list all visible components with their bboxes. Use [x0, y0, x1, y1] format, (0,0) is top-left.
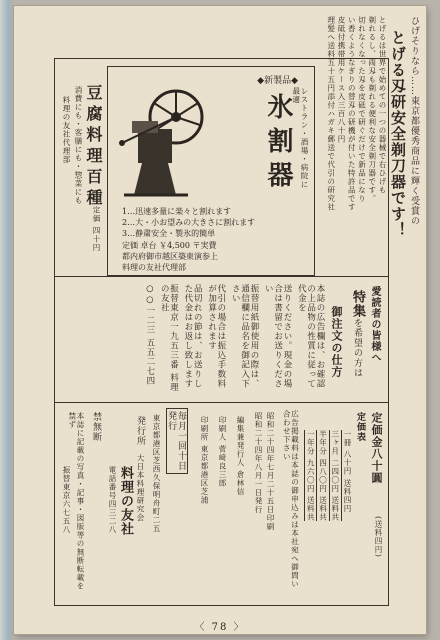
price-shipping: 送料四円 [343, 478, 352, 513]
tofu-cookbook-ad [56, 66, 104, 274]
feature-item: 3…静粛安全・製氷的簡単 [122, 228, 216, 238]
ice-crusher-features [122, 207, 308, 274]
price-column [329, 430, 340, 521]
imprint-date2: 昭和二十四年八月一日発行 [254, 412, 263, 514]
divider [54, 402, 388, 403]
feature-item: 2…大・小お望みの大きさに割れます [122, 217, 256, 227]
ice-crusher-illustration [114, 83, 214, 203]
price-amount: 四八〇円 [318, 458, 328, 493]
magazine-page [14, 6, 426, 634]
ice-crusher-address: 都内府御市越区築東演参上 [122, 252, 218, 262]
price-shipping: 送料共 [306, 495, 316, 521]
razor-ad-line: 切れなくなった刄を皮砥で研ぐだけで新品になり [357, 16, 367, 203]
notice-line: 代引の場合は振込手数料が加算されます [206, 284, 226, 389]
price-period: 一年分 [306, 430, 316, 456]
razor-ad-line: 皮砥付携帯用ケース入三百八十円 [337, 16, 346, 144]
publisher-name: 料理の友社 [118, 466, 133, 536]
copyright-text: 本誌に記載の写真・記事・図版等の無断転載を禁ず [67, 412, 85, 591]
notice-body [145, 284, 325, 396]
price-column [304, 430, 315, 521]
ice-crusher-subtitle: レストラン・酒場・病院に最適 [291, 87, 309, 189]
imprint-editor: 編集兼発行人 倉林信 [236, 416, 245, 496]
price-column [316, 430, 327, 521]
price-shipping: 送料共 [330, 495, 340, 521]
tofu-company: 料理の友社代理部 [62, 96, 71, 164]
tofu-note: 消費にも・客膳にも・惣菜にも [74, 86, 83, 205]
razor-ad-line: 剃れるし、両刄も剃れる便利な安全剃刀器です。 [367, 16, 377, 203]
imprint-date1: 昭和二十四年七月二十五日印刷 [266, 412, 275, 531]
price-amount: 二四〇円 [330, 458, 340, 493]
order-method-title: 御注文の仕方 [330, 306, 343, 378]
razor-ad-line: とげるは世界で始めての一つの器械で右ひげも [378, 16, 387, 195]
razor-ad-line: い香くようなぎりの替刄の研機が付いた特許品です [347, 16, 357, 212]
notice-feature-label: 特集 [350, 290, 365, 318]
ice-crusher-price: 定価 卓台 ￥4,500 〒実費 [122, 241, 217, 251]
price-period: 一冊 [343, 430, 352, 447]
imprint-place: 印刷所 東京都港区芝浦 [200, 416, 209, 505]
razor-ad [318, 16, 420, 276]
reader-notice [56, 280, 386, 400]
copyright-label: 禁無断 [91, 412, 101, 442]
notice-feature [350, 290, 364, 378]
ad-rates-notice: 広告掲載料は本誌の御申込みは本社宛へ御問い合わせ下さい [282, 410, 300, 589]
publisher-org: 大日本料理研究会 [136, 454, 145, 522]
price-period: 半年分 [318, 430, 328, 456]
publisher-block [104, 406, 162, 602]
price-amount: 九六〇円 [306, 458, 316, 493]
price-columns [304, 430, 352, 521]
notice-line: 送りください。現金の場合は書留でお送りください [263, 284, 292, 389]
adjacent-page-edge [0, 0, 14, 640]
divider [54, 276, 388, 277]
tofu-price: 定価 四十円 [92, 206, 101, 252]
ice-crusher-ad [107, 66, 315, 276]
publisher-address: 東京都港区芝西久保明舟町二五 [152, 414, 161, 533]
notice-feature-text: を希望の方は [352, 318, 362, 378]
publisher-account: 振替東京六七五八 [62, 466, 71, 534]
ice-crusher-company: 料理の友社代理部 [122, 262, 186, 272]
monthly-issue-box: 毎月一回十日発行 [166, 408, 188, 474]
razor-ad-body [327, 16, 387, 276]
notice-line: 品切れの節は、お送りした代金はお返し致します [182, 284, 203, 389]
razor-ad-line: 理髪へ送料五十五円添付ハガキ郵送で代引の研究社 [326, 16, 336, 212]
razor-ad-title: とげる刄研安全剃刀器です！ [389, 30, 407, 238]
price-main-shipping: (送料四円) [374, 516, 383, 558]
price-period: 三ヶ月 [330, 430, 340, 456]
price-column [341, 430, 352, 521]
publisher-tel: 電話番号四三二八 [108, 466, 117, 534]
imprint-printer: 印刷人 菅﨑良三郎 [218, 416, 227, 488]
notice-title: 愛読者の皆様へ [369, 286, 380, 363]
copyright-block [56, 406, 102, 602]
price-table [306, 406, 386, 602]
feature-item: 1…迅速多量に楽々と割れます [122, 207, 232, 216]
price-shipping: 送料共 [318, 495, 328, 521]
notice-line: 振替用紙御使用の際は、通信欄に品名を御記入下さい [230, 284, 259, 389]
razor-ad-intro: ひげそりなら……東京都優秀商品に輝く受賞の [409, 16, 419, 226]
notice-line: 本誌の広告欄は、お確認の上品物の性質に従って代金を [296, 284, 325, 389]
new-product-label: ◆新製品◆ [257, 76, 298, 86]
publisher-label: 発行所 [135, 416, 145, 446]
notice-line: 振替東京一九五三番 料理の友社 [159, 284, 179, 393]
ice-crusher-title: 氷割器 [263, 93, 293, 195]
page-number: 〈 78 〉 [194, 622, 246, 633]
notice-line: ○○一二三 五五二七四 [144, 284, 155, 386]
price-main: 定価金八十圓 [370, 412, 383, 484]
price-table-title: 定価表 [355, 412, 365, 442]
tofu-title: 豆腐料理百種 [84, 84, 103, 210]
price-amount: 八十円 [343, 450, 352, 476]
